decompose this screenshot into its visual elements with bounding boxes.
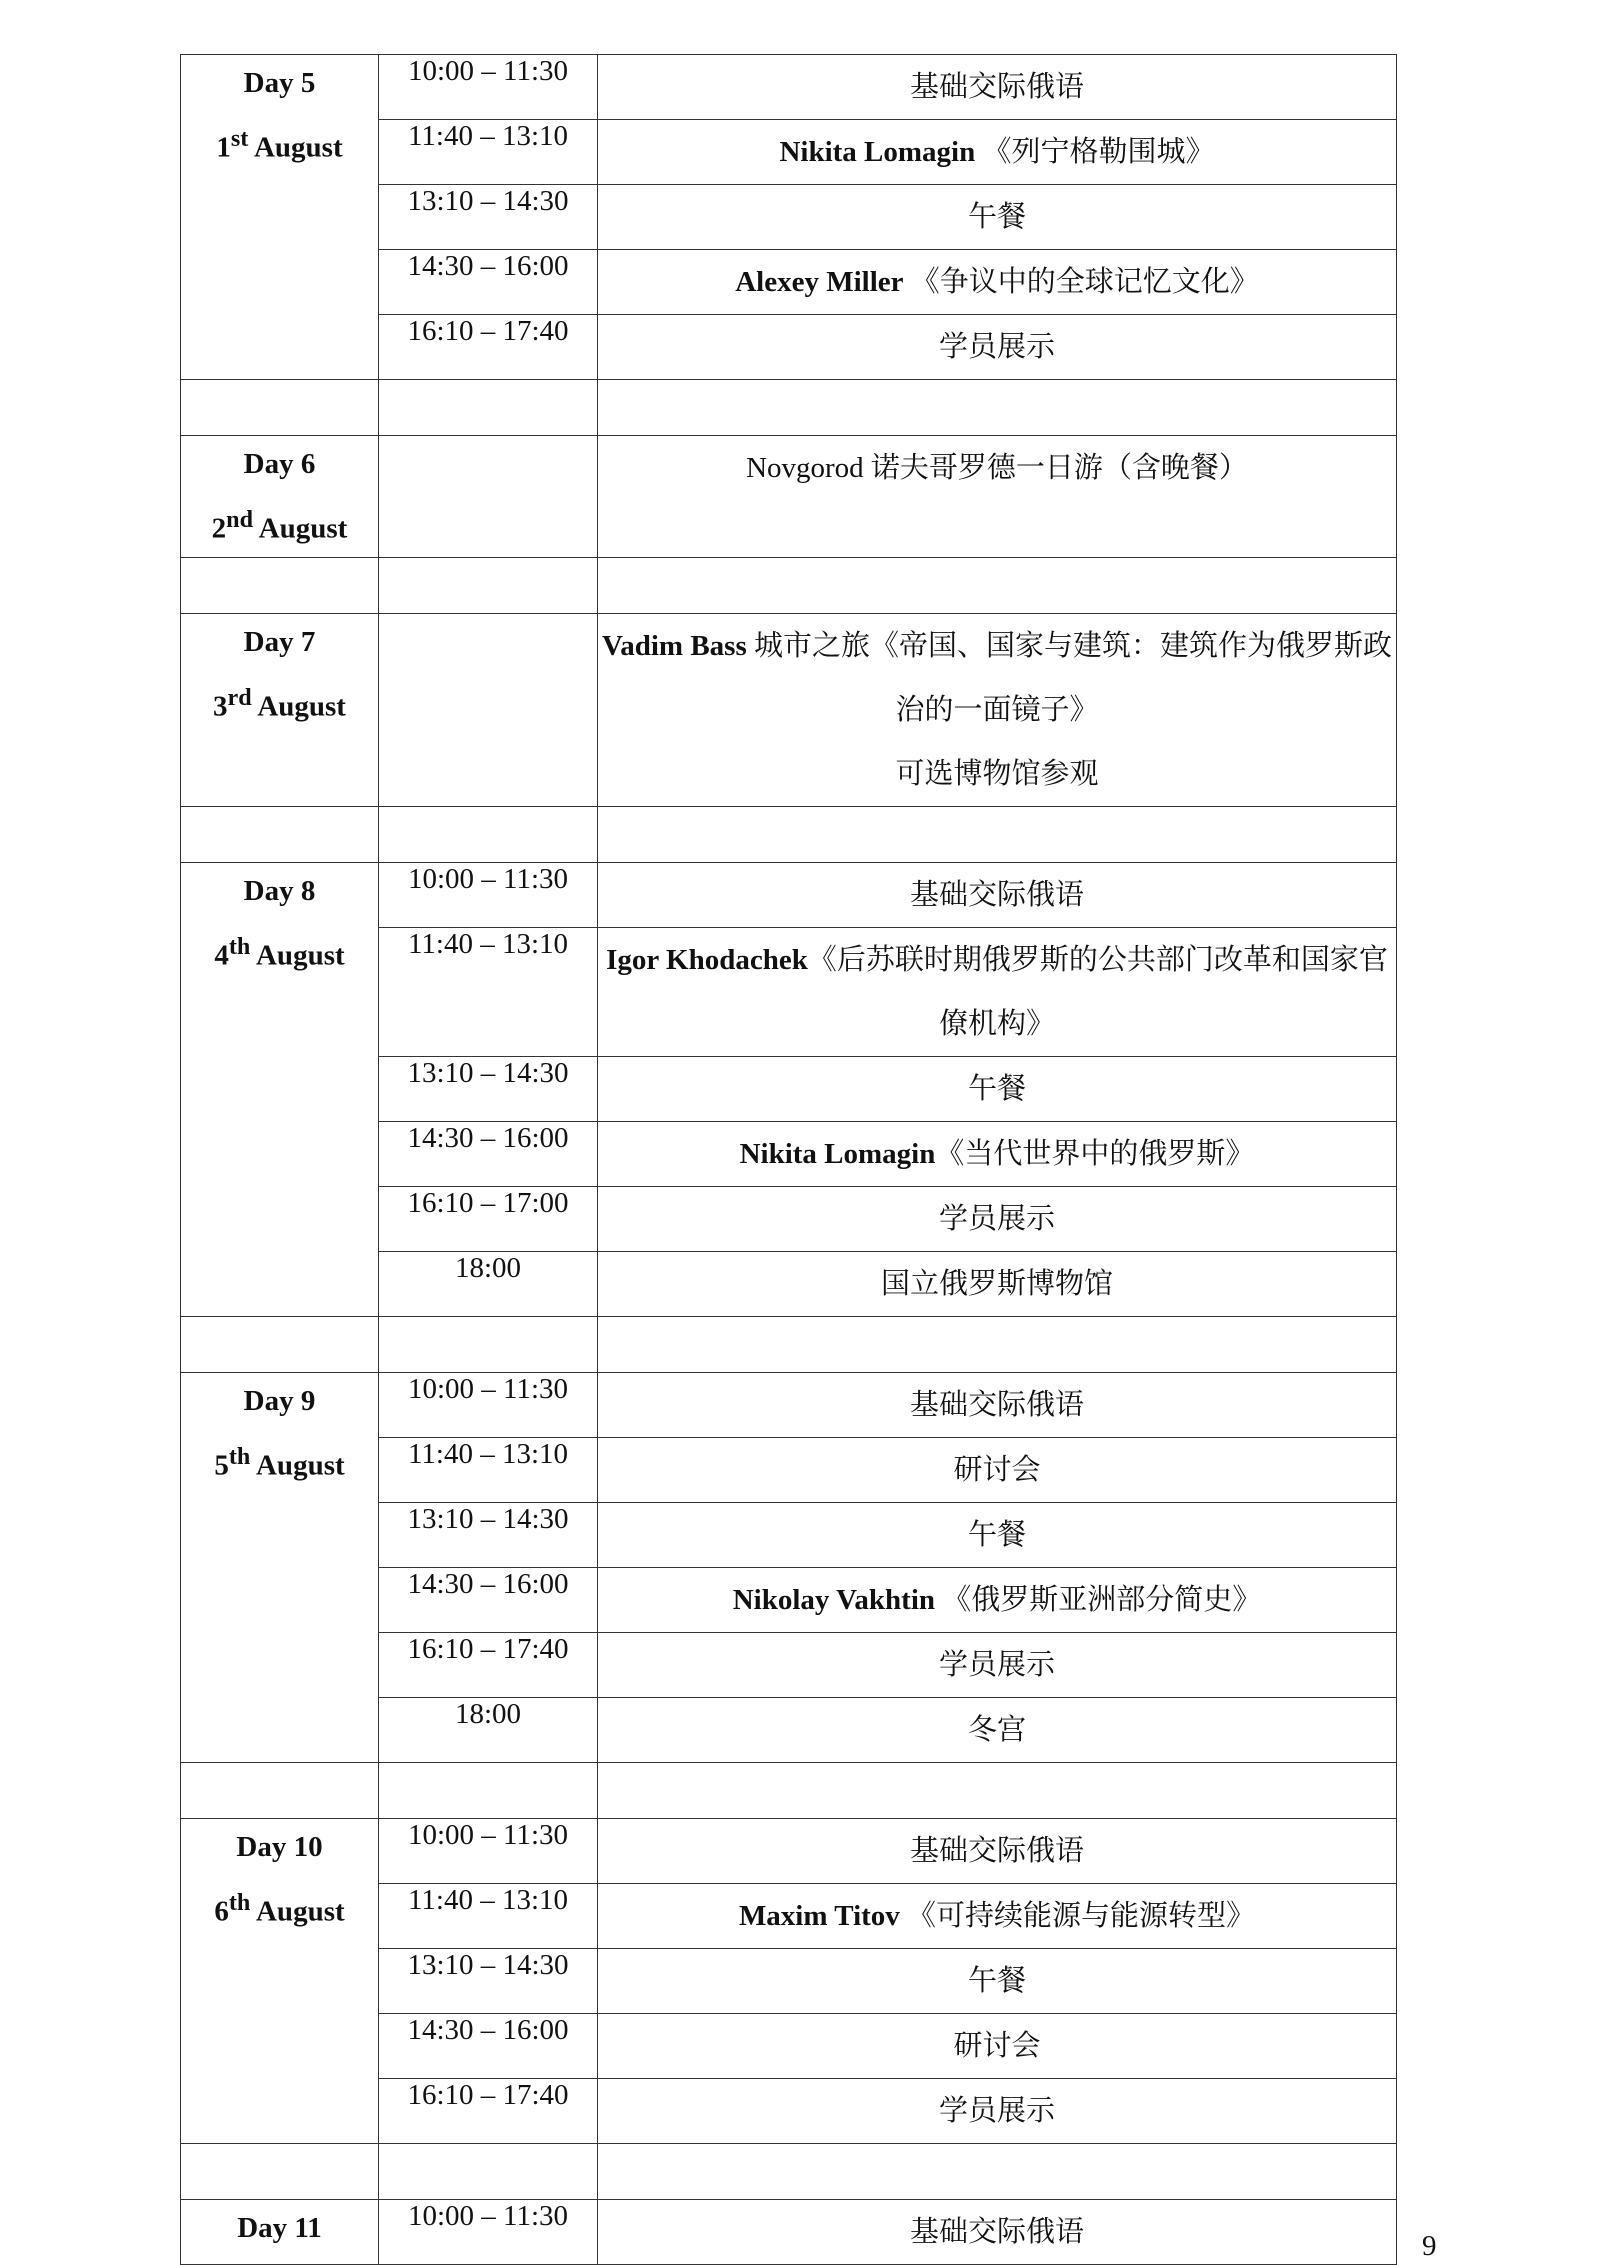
spacer-cell	[379, 806, 598, 862]
session-title: 《后苏联时期俄罗斯的公共部门改革和国家官僚机构》	[807, 943, 1388, 1040]
time-cell: 16:10 – 17:40	[379, 1632, 598, 1697]
time-cell: 13:10 – 14:30	[379, 1056, 598, 1121]
day-date-month: August	[253, 512, 348, 545]
spacer-cell	[598, 2143, 1397, 2199]
spacer-cell	[598, 1316, 1397, 1372]
time-cell: 16:10 – 17:40	[379, 2078, 598, 2143]
activity-cell	[598, 1186, 1397, 1251]
day-date-ordinal: rd	[227, 683, 252, 711]
spacer-cell	[181, 1316, 379, 1372]
spacer-row	[181, 1316, 1397, 1372]
day-date-month: August	[250, 939, 345, 972]
session-title: 国立俄罗斯博物馆	[880, 1267, 1113, 1300]
activity-cell	[598, 1502, 1397, 1567]
activity-text	[598, 1373, 1396, 1437]
spacer-cell	[598, 1762, 1397, 1818]
spacer-cell	[598, 806, 1397, 862]
session-row	[181, 2199, 1397, 2264]
session-title: 学员展示	[938, 1202, 1055, 1235]
day-date	[181, 1875, 378, 1940]
day-cell	[181, 436, 379, 558]
day-cell	[181, 613, 379, 806]
activity-text	[598, 1633, 1396, 1697]
spacer-cell	[598, 380, 1397, 436]
session-title: 《可持续能源与能源转型》	[899, 1899, 1256, 1932]
time-cell: 14:30 – 16:00	[379, 2013, 598, 2078]
activity-text	[598, 614, 1396, 742]
time-cell: 11:40 – 13:10	[379, 120, 598, 185]
activity-note: 可选博物馆参观	[895, 757, 1099, 790]
day-date-number: 3	[213, 690, 228, 723]
time-cell: 10:00 – 11:30	[379, 1818, 598, 1883]
session-title: 学员展示	[938, 331, 1055, 363]
activity-text	[598, 1057, 1396, 1121]
spacer-cell	[181, 1762, 379, 1818]
spacer-row	[181, 380, 1397, 436]
activity-text	[598, 2014, 1396, 2078]
day-date	[181, 919, 378, 984]
session-title: 《当代世界中的俄罗斯》	[935, 1137, 1255, 1170]
page-number: 9	[1422, 2230, 1437, 2262]
session-title: 基础交际俄语	[909, 1834, 1084, 1867]
time-cell	[379, 436, 598, 558]
session-title: 《列宁格勒围城》	[975, 136, 1215, 168]
spacer-row	[181, 2143, 1397, 2199]
session-title: 学员展示	[938, 2094, 1055, 2127]
activity-cell	[598, 1437, 1397, 1502]
session-title: 冬宫	[967, 1713, 1026, 1746]
speaker-name: Nikita Lomagin	[739, 1137, 936, 1170]
day-date-month: August	[251, 690, 346, 723]
activity-text	[598, 55, 1396, 119]
time-cell: 16:10 – 17:00	[379, 1186, 598, 1251]
day-date-ordinal: th	[228, 1442, 251, 1470]
session-row	[181, 55, 1397, 120]
spacer-cell	[181, 806, 379, 862]
session-title: 学员展示	[938, 1648, 1055, 1681]
day-date-number: 1	[216, 131, 231, 164]
session-row	[181, 862, 1397, 927]
day-label: Day 6	[243, 448, 316, 480]
day-date	[181, 492, 378, 557]
activity-text	[598, 2200, 1396, 2264]
day-date-ordinal: st	[230, 125, 249, 152]
activity-text	[598, 1503, 1396, 1567]
activity-cell	[598, 862, 1397, 927]
session-row	[181, 613, 1397, 806]
day-cell	[181, 862, 379, 1316]
time-cell: 10:00 – 11:30	[379, 862, 598, 927]
spacer-cell	[181, 380, 379, 436]
time-cell: 14:30 – 16:00	[379, 250, 598, 315]
day-date-month: August	[250, 1895, 345, 1928]
activity-text	[598, 315, 1396, 379]
day-date-ordinal: th	[228, 932, 251, 960]
day-date-month: August	[248, 131, 343, 164]
activity-cell	[598, 120, 1397, 185]
activity-text	[598, 1949, 1396, 2013]
activity-text	[598, 436, 1396, 500]
activity-cell	[598, 2199, 1397, 2264]
activity-text	[598, 863, 1396, 927]
day-cell	[181, 55, 379, 380]
session-title: 基础交际俄语	[909, 71, 1084, 103]
day-date	[181, 670, 378, 735]
day-date-number: 4	[214, 939, 229, 972]
session-title: 午餐	[967, 1518, 1026, 1551]
activity-cell	[598, 613, 1397, 806]
activity-cell	[598, 2013, 1397, 2078]
day-date-ordinal: nd	[226, 506, 254, 533]
activity-cell	[598, 55, 1397, 120]
activity-cell	[598, 1697, 1397, 1762]
spacer-row	[181, 806, 1397, 862]
day-cell	[181, 1372, 379, 1762]
session-title: 基础交际俄语	[909, 1388, 1084, 1421]
time-cell	[379, 613, 598, 806]
activity-cell	[598, 1056, 1397, 1121]
time-cell: 11:40 – 13:10	[379, 1437, 598, 1502]
time-cell: 14:30 – 16:00	[379, 1567, 598, 1632]
session-title: 午餐	[967, 1964, 1026, 1997]
activity-cell	[598, 927, 1397, 1056]
spacer-cell	[379, 557, 598, 613]
activity-text	[598, 1438, 1396, 1502]
session-title: 《俄罗斯亚洲部分简史》	[935, 1583, 1262, 1616]
day-date-ordinal: th	[228, 1888, 251, 1916]
time-cell: 18:00	[379, 1697, 598, 1762]
day-label: Day 7	[243, 625, 316, 658]
time-cell: 18:00	[379, 1251, 598, 1316]
activity-text	[598, 1568, 1396, 1632]
session-title: 基础交际俄语	[909, 878, 1084, 911]
activity-text	[598, 1122, 1396, 1186]
speaker-name: Nikolay Vakhtin	[732, 1583, 936, 1616]
day-date-number: 2	[211, 512, 227, 545]
time-cell: 16:10 – 17:40	[379, 315, 598, 380]
speaker-name: Alexey Miller	[735, 266, 904, 298]
activity-text	[598, 250, 1396, 314]
activity-text	[598, 120, 1396, 184]
activity-text	[598, 1698, 1396, 1762]
spacer-cell	[379, 1762, 598, 1818]
speaker-name: Maxim Titov	[738, 1899, 900, 1932]
time-cell: 13:10 – 14:30	[379, 1502, 598, 1567]
activity-cell	[598, 315, 1397, 380]
time-cell: 10:00 – 11:30	[379, 2199, 598, 2264]
activity-cell	[598, 1632, 1397, 1697]
activity-cell	[598, 1818, 1397, 1883]
day-label: Day 8	[243, 874, 316, 907]
activity-cell	[598, 185, 1397, 250]
activity-text	[598, 1819, 1396, 1883]
activity-cell	[598, 1121, 1397, 1186]
time-cell: 13:10 – 14:30	[379, 185, 598, 250]
day-date-number: 6	[214, 1895, 229, 1928]
time-cell: 10:00 – 11:30	[379, 55, 598, 120]
time-cell: 14:30 – 16:00	[379, 1121, 598, 1186]
session-title: 研讨会	[953, 1453, 1041, 1486]
activity-cell	[598, 1948, 1397, 2013]
time-cell: 11:40 – 13:10	[379, 927, 598, 1056]
activity-text	[598, 1884, 1396, 1948]
activity-text	[598, 1187, 1396, 1251]
time-cell: 11:40 – 13:10	[379, 1883, 598, 1948]
activity-text	[598, 2079, 1396, 2143]
session-title: 午餐	[967, 1072, 1026, 1105]
session-row	[181, 1818, 1397, 1883]
session-title: 《争议中的全球记忆文化》	[903, 266, 1259, 298]
session-title: 城市之旅《帝国、国家与建筑：建筑作为俄罗斯政治的一面镜子》	[746, 629, 1393, 726]
activity-text	[598, 185, 1396, 249]
session-row	[181, 1372, 1397, 1437]
day-cell	[181, 2199, 379, 2264]
activity-cell	[598, 1567, 1397, 1632]
spacer-row	[181, 557, 1397, 613]
day-date	[181, 111, 378, 176]
speaker-name: Igor Khodachek	[606, 943, 808, 976]
activity-cell	[598, 2078, 1397, 2143]
day-date-month: August	[250, 1449, 345, 1482]
session-title: 研讨会	[953, 2029, 1041, 2062]
spacer-cell	[379, 1316, 598, 1372]
activity-text	[598, 1252, 1396, 1316]
activity-cell	[598, 1372, 1397, 1437]
time-cell: 10:00 – 11:30	[379, 1372, 598, 1437]
day-date-number: 5	[214, 1449, 229, 1482]
day-label: Day 9	[243, 1384, 316, 1417]
session-row	[181, 436, 1397, 558]
day-label: Day 10	[236, 1830, 323, 1863]
schedule-table	[180, 54, 1397, 2265]
spacer-cell	[379, 2143, 598, 2199]
day-date	[181, 1429, 378, 1494]
spacer-cell	[379, 380, 598, 436]
activity-text	[598, 928, 1396, 1056]
spacer-cell	[598, 557, 1397, 613]
spacer-cell	[181, 557, 379, 613]
activity-cell	[598, 250, 1397, 315]
activity-cell	[598, 436, 1397, 558]
activity-cell	[598, 1883, 1397, 1948]
session-title: 基础交际俄语	[909, 2215, 1084, 2248]
day-label: Day 11	[237, 2211, 322, 2244]
session-title: Novgorod 诺夫哥罗德一日游（含晚餐）	[746, 452, 1248, 484]
day-cell	[181, 1818, 379, 2143]
activity-cell	[598, 1251, 1397, 1316]
day-label: Day 5	[243, 67, 316, 99]
session-title: 午餐	[967, 201, 1026, 233]
time-cell: 13:10 – 14:30	[379, 1948, 598, 2013]
spacer-cell	[181, 2143, 379, 2199]
speaker-name: Vadim Bass	[601, 629, 747, 662]
spacer-row	[181, 1762, 1397, 1818]
speaker-name: Nikita Lomagin	[779, 136, 976, 168]
